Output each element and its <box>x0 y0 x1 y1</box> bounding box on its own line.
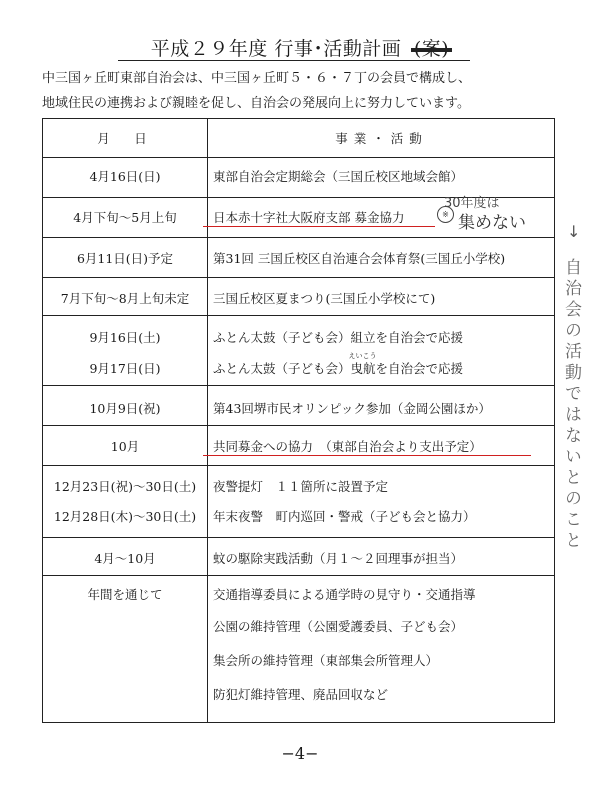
intro-line: 中三国ヶ丘町東部自治会は、中三国ヶ丘町５・６・７丁の会員で構成し、 <box>42 71 472 86</box>
red-underline <box>203 226 435 227</box>
row-activity: 共同募金への協力 （東部自治会より支出予定） <box>213 439 482 454</box>
header-date: 月 日 <box>97 131 153 146</box>
row-date: 9月17日(日) <box>89 361 161 376</box>
row-activity: 集会所の維持管理（東部集会所管理人） <box>213 653 439 668</box>
row-activity: 第43回堺市民オリンピック参加（金岡公園ほか） <box>213 401 491 416</box>
handwritten-note: 集めない <box>458 213 526 233</box>
title-struck-text: (案) <box>414 34 449 61</box>
row-date: 4月～10月 <box>94 551 156 566</box>
row-divider <box>43 157 554 158</box>
row-date: 12月23日(祝)～30日(土) <box>53 479 197 494</box>
red-underline <box>203 455 531 456</box>
row-activity: 夜警提灯 １１箇所に設置予定 <box>213 479 389 494</box>
row-activity: 交通指導委員による通学時の見守り・交通指導 <box>213 587 476 602</box>
row-divider <box>43 575 554 576</box>
row-date: 10月9日(祝) <box>89 401 161 416</box>
row-activity: 三国丘校区夏まつり(三国丘小学校にて) <box>213 291 436 306</box>
row-date: 12月28日(木)～30日(土) <box>53 509 197 524</box>
activity-text: を自治会で応援 <box>375 361 464 376</box>
row-activity: 蚊の駆除実践活動（月１～２回理事が担当） <box>213 551 464 566</box>
activity-text: ふとん太鼓（子ども会） <box>213 361 351 376</box>
row-activity: 公園の維持管理（公園愛護委員、子ども会） <box>213 619 464 634</box>
row-date: 9月16日(土) <box>89 330 161 345</box>
row-divider <box>43 425 554 426</box>
row-divider <box>43 465 554 466</box>
intro-paragraph <box>42 66 562 116</box>
row-date: 7月下旬～8月上旬未定 <box>60 291 190 306</box>
arrow-down-icon: ↓ <box>567 222 581 241</box>
row-date: 年間を通じて <box>87 587 163 602</box>
handwritten-side-note: 自治会の活動ではないとのこと <box>561 258 581 552</box>
column-divider <box>207 119 208 722</box>
row-divider <box>43 315 554 316</box>
row-date: 4月16日(日) <box>89 169 161 184</box>
page-title <box>0 34 600 61</box>
intro-line: 地域住民の連携および親睦を促し、自治会の発展向上に努力しています。 <box>42 96 470 111</box>
handwritten-note: 30年度は <box>444 196 500 211</box>
title-text: 平成２９年度 行事･活動計画 <box>150 38 402 60</box>
row-date: 6月11日(日)予定 <box>76 251 174 266</box>
ruby-word <box>348 352 377 377</box>
ruby-reading: えいこう <box>348 352 377 360</box>
row-divider <box>43 277 554 278</box>
row-date: 10月 <box>110 439 140 454</box>
row-date: 4月下旬～5月上旬 <box>73 210 177 225</box>
row-activity <box>213 352 553 377</box>
row-divider <box>43 385 554 386</box>
page-number: −4− <box>281 744 319 763</box>
row-divider <box>43 537 554 538</box>
title-underline <box>118 60 470 61</box>
row-divider <box>43 237 554 238</box>
row-activity: 第31回 三国丘校区自治連合会体育祭(三国丘小学校) <box>213 251 506 266</box>
ruby-base: 曳航 <box>350 361 376 376</box>
handwritten-mark: ※ <box>437 206 454 223</box>
row-activity: 防犯灯維持管理、廃品回収など <box>213 687 389 702</box>
row-activity: 日本赤十字社大阪府支部 募金協力 <box>213 210 405 225</box>
row-activity: 東部自治会定期総会（三国丘校区地域会館） <box>213 169 464 184</box>
header-activity: 事業・活動 <box>335 131 428 146</box>
row-activity: ふとん太鼓（子ども会）組立を自治会で応援 <box>213 330 464 345</box>
row-activity: 年末夜警 町内巡回・警戒（子ども会と協力） <box>213 509 476 524</box>
